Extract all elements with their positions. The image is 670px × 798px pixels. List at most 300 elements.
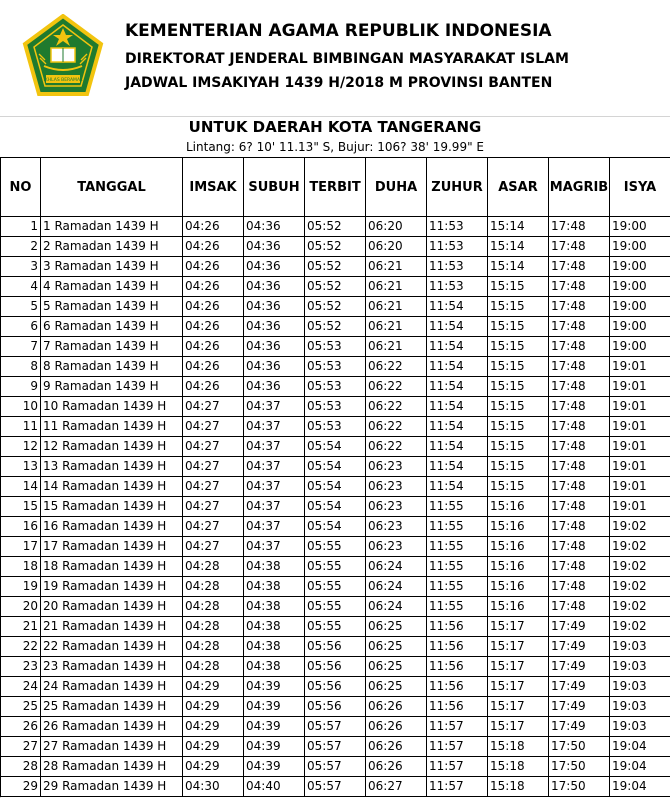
cell-magrib[interactable]: 17:49: [549, 617, 610, 637]
cell-subuh[interactable]: 04:37: [244, 517, 305, 537]
cell-isya[interactable]: 19:01: [610, 457, 670, 477]
cell-duha[interactable]: 06:22: [366, 377, 427, 397]
cell-isya[interactable]: 19:04: [610, 757, 670, 777]
cell-zuhur[interactable]: 11:53: [427, 277, 488, 297]
cell-isya[interactable]: 19:01: [610, 377, 670, 397]
cell-subuh[interactable]: 04:36: [244, 377, 305, 397]
cell-isya[interactable]: 19:03: [610, 637, 670, 657]
cell-duha[interactable]: 06:24: [366, 597, 427, 617]
cell-magrib[interactable]: 17:48: [549, 497, 610, 517]
cell-asar[interactable]: 15:16: [488, 497, 549, 517]
cell-tanggal[interactable]: 14 Ramadan 1439 H: [41, 477, 183, 497]
cell-subuh[interactable]: 04:40: [244, 777, 305, 797]
cell-no[interactable]: 2: [1, 237, 41, 257]
col-header-no[interactable]: NO: [1, 158, 41, 217]
cell-terbit[interactable]: 05:57: [305, 777, 366, 797]
cell-terbit[interactable]: 05:54: [305, 437, 366, 457]
cell-subuh[interactable]: 04:36: [244, 257, 305, 277]
cell-isya[interactable]: 19:01: [610, 417, 670, 437]
cell-duha[interactable]: 06:21: [366, 277, 427, 297]
cell-terbit[interactable]: 05:56: [305, 677, 366, 697]
cell-zuhur[interactable]: 11:56: [427, 657, 488, 677]
cell-no[interactable]: 17: [1, 537, 41, 557]
cell-magrib[interactable]: 17:48: [549, 417, 610, 437]
cell-asar[interactable]: 15:15: [488, 377, 549, 397]
cell-zuhur[interactable]: 11:57: [427, 737, 488, 757]
cell-isya[interactable]: 19:02: [610, 617, 670, 637]
cell-imsak[interactable]: 04:29: [183, 697, 244, 717]
cell-terbit[interactable]: 05:54: [305, 497, 366, 517]
cell-no[interactable]: 3: [1, 257, 41, 277]
cell-imsak[interactable]: 04:26: [183, 237, 244, 257]
cell-no[interactable]: 5: [1, 297, 41, 317]
cell-isya[interactable]: 19:02: [610, 517, 670, 537]
cell-magrib[interactable]: 17:49: [549, 637, 610, 657]
cell-imsak[interactable]: 04:29: [183, 757, 244, 777]
cell-subuh[interactable]: 04:39: [244, 717, 305, 737]
cell-asar[interactable]: 15:15: [488, 457, 549, 477]
cell-tanggal[interactable]: 9 Ramadan 1439 H: [41, 377, 183, 397]
cell-subuh[interactable]: 04:37: [244, 497, 305, 517]
cell-imsak[interactable]: 04:26: [183, 357, 244, 377]
col-header-terbit[interactable]: TERBIT: [305, 158, 366, 217]
cell-subuh[interactable]: 04:38: [244, 577, 305, 597]
cell-subuh[interactable]: 04:37: [244, 417, 305, 437]
cell-magrib[interactable]: 17:50: [549, 737, 610, 757]
cell-magrib[interactable]: 17:49: [549, 657, 610, 677]
cell-isya[interactable]: 19:00: [610, 217, 670, 237]
cell-no[interactable]: 28: [1, 757, 41, 777]
cell-magrib[interactable]: 17:48: [549, 297, 610, 317]
cell-magrib[interactable]: 17:48: [549, 477, 610, 497]
cell-magrib[interactable]: 17:48: [549, 437, 610, 457]
cell-imsak[interactable]: 04:27: [183, 517, 244, 537]
cell-subuh[interactable]: 04:38: [244, 557, 305, 577]
cell-zuhur[interactable]: 11:56: [427, 637, 488, 657]
cell-asar[interactable]: 15:17: [488, 637, 549, 657]
cell-subuh[interactable]: 04:36: [244, 337, 305, 357]
cell-no[interactable]: 27: [1, 737, 41, 757]
cell-terbit[interactable]: 05:52: [305, 317, 366, 337]
cell-tanggal[interactable]: 3 Ramadan 1439 H: [41, 257, 183, 277]
cell-isya[interactable]: 19:02: [610, 577, 670, 597]
cell-tanggal[interactable]: 26 Ramadan 1439 H: [41, 717, 183, 737]
cell-duha[interactable]: 06:26: [366, 737, 427, 757]
cell-magrib[interactable]: 17:50: [549, 777, 610, 797]
cell-subuh[interactable]: 04:36: [244, 357, 305, 377]
cell-terbit[interactable]: 05:55: [305, 617, 366, 637]
cell-asar[interactable]: 15:15: [488, 437, 549, 457]
cell-tanggal[interactable]: 20 Ramadan 1439 H: [41, 597, 183, 617]
cell-terbit[interactable]: 05:53: [305, 397, 366, 417]
cell-imsak[interactable]: 04:28: [183, 617, 244, 637]
cell-asar[interactable]: 15:15: [488, 417, 549, 437]
cell-subuh[interactable]: 04:36: [244, 317, 305, 337]
cell-magrib[interactable]: 17:48: [549, 597, 610, 617]
cell-imsak[interactable]: 04:30: [183, 777, 244, 797]
cell-magrib[interactable]: 17:48: [549, 357, 610, 377]
cell-isya[interactable]: 19:03: [610, 677, 670, 697]
cell-zuhur[interactable]: 11:54: [427, 457, 488, 477]
cell-imsak[interactable]: 04:27: [183, 497, 244, 517]
cell-isya[interactable]: 19:01: [610, 357, 670, 377]
cell-duha[interactable]: 06:20: [366, 237, 427, 257]
cell-no[interactable]: 22: [1, 637, 41, 657]
cell-terbit[interactable]: 05:55: [305, 557, 366, 577]
cell-terbit[interactable]: 05:55: [305, 597, 366, 617]
cell-isya[interactable]: 19:03: [610, 697, 670, 717]
cell-duha[interactable]: 06:23: [366, 517, 427, 537]
col-header-tanggal[interactable]: TANGGAL: [41, 158, 183, 217]
cell-duha[interactable]: 06:22: [366, 357, 427, 377]
col-header-asar[interactable]: ASAR: [488, 158, 549, 217]
cell-terbit[interactable]: 05:53: [305, 357, 366, 377]
cell-asar[interactable]: 15:15: [488, 297, 549, 317]
cell-no[interactable]: 14: [1, 477, 41, 497]
cell-subuh[interactable]: 04:39: [244, 697, 305, 717]
cell-no[interactable]: 4: [1, 277, 41, 297]
cell-zuhur[interactable]: 11:55: [427, 577, 488, 597]
cell-magrib[interactable]: 17:49: [549, 697, 610, 717]
cell-asar[interactable]: 15:15: [488, 397, 549, 417]
cell-tanggal[interactable]: 16 Ramadan 1439 H: [41, 517, 183, 537]
cell-isya[interactable]: 19:03: [610, 717, 670, 737]
cell-zuhur[interactable]: 11:57: [427, 717, 488, 737]
cell-duha[interactable]: 06:25: [366, 637, 427, 657]
cell-asar[interactable]: 15:16: [488, 557, 549, 577]
cell-no[interactable]: 20: [1, 597, 41, 617]
cell-isya[interactable]: 19:01: [610, 497, 670, 517]
cell-terbit[interactable]: 05:52: [305, 297, 366, 317]
cell-terbit[interactable]: 05:57: [305, 717, 366, 737]
cell-asar[interactable]: 15:17: [488, 677, 549, 697]
cell-duha[interactable]: 06:21: [366, 317, 427, 337]
cell-imsak[interactable]: 04:29: [183, 677, 244, 697]
cell-zuhur[interactable]: 11:54: [427, 437, 488, 457]
cell-zuhur[interactable]: 11:56: [427, 677, 488, 697]
cell-imsak[interactable]: 04:28: [183, 637, 244, 657]
cell-duha[interactable]: 06:22: [366, 437, 427, 457]
cell-imsak[interactable]: 04:28: [183, 577, 244, 597]
cell-magrib[interactable]: 17:48: [549, 237, 610, 257]
cell-asar[interactable]: 15:17: [488, 617, 549, 637]
cell-asar[interactable]: 15:16: [488, 577, 549, 597]
col-header-isya[interactable]: ISYA: [610, 158, 670, 217]
cell-tanggal[interactable]: 5 Ramadan 1439 H: [41, 297, 183, 317]
cell-isya[interactable]: 19:00: [610, 277, 670, 297]
cell-no[interactable]: 7: [1, 337, 41, 357]
cell-asar[interactable]: 15:15: [488, 317, 549, 337]
cell-isya[interactable]: 19:04: [610, 737, 670, 757]
cell-subuh[interactable]: 04:39: [244, 737, 305, 757]
cell-no[interactable]: 18: [1, 557, 41, 577]
cell-imsak[interactable]: 04:26: [183, 257, 244, 277]
cell-duha[interactable]: 06:25: [366, 657, 427, 677]
cell-duha[interactable]: 06:20: [366, 217, 427, 237]
cell-isya[interactable]: 19:02: [610, 537, 670, 557]
cell-isya[interactable]: 19:02: [610, 557, 670, 577]
cell-zuhur[interactable]: 11:55: [427, 497, 488, 517]
cell-imsak[interactable]: 04:28: [183, 597, 244, 617]
cell-zuhur[interactable]: 11:54: [427, 297, 488, 317]
cell-tanggal[interactable]: 4 Ramadan 1439 H: [41, 277, 183, 297]
cell-terbit[interactable]: 05:57: [305, 757, 366, 777]
cell-magrib[interactable]: 17:48: [549, 277, 610, 297]
cell-subuh[interactable]: 04:37: [244, 537, 305, 557]
cell-terbit[interactable]: 05:56: [305, 657, 366, 677]
cell-zuhur[interactable]: 11:53: [427, 217, 488, 237]
cell-zuhur[interactable]: 11:56: [427, 617, 488, 637]
cell-subuh[interactable]: 04:39: [244, 757, 305, 777]
cell-duha[interactable]: 06:25: [366, 677, 427, 697]
cell-tanggal[interactable]: 28 Ramadan 1439 H: [41, 757, 183, 777]
cell-tanggal[interactable]: 13 Ramadan 1439 H: [41, 457, 183, 477]
cell-isya[interactable]: 19:02: [610, 597, 670, 617]
cell-tanggal[interactable]: 7 Ramadan 1439 H: [41, 337, 183, 357]
cell-asar[interactable]: 15:17: [488, 697, 549, 717]
cell-zuhur[interactable]: 11:53: [427, 237, 488, 257]
cell-subuh[interactable]: 04:38: [244, 597, 305, 617]
cell-tanggal[interactable]: 10 Ramadan 1439 H: [41, 397, 183, 417]
cell-imsak[interactable]: 04:27: [183, 477, 244, 497]
cell-tanggal[interactable]: 29 Ramadan 1439 H: [41, 777, 183, 797]
cell-tanggal[interactable]: 1 Ramadan 1439 H: [41, 217, 183, 237]
cell-isya[interactable]: 19:00: [610, 297, 670, 317]
cell-imsak[interactable]: 04:27: [183, 537, 244, 557]
cell-imsak[interactable]: 04:27: [183, 417, 244, 437]
cell-asar[interactable]: 15:14: [488, 217, 549, 237]
cell-duha[interactable]: 06:24: [366, 557, 427, 577]
cell-no[interactable]: 24: [1, 677, 41, 697]
cell-no[interactable]: 16: [1, 517, 41, 537]
cell-magrib[interactable]: 17:48: [549, 377, 610, 397]
cell-duha[interactable]: 06:21: [366, 257, 427, 277]
cell-zuhur[interactable]: 11:55: [427, 597, 488, 617]
cell-terbit[interactable]: 05:53: [305, 337, 366, 357]
cell-isya[interactable]: 19:00: [610, 257, 670, 277]
cell-no[interactable]: 15: [1, 497, 41, 517]
cell-duha[interactable]: 06:26: [366, 757, 427, 777]
cell-no[interactable]: 9: [1, 377, 41, 397]
cell-zuhur[interactable]: 11:55: [427, 517, 488, 537]
cell-tanggal[interactable]: 25 Ramadan 1439 H: [41, 697, 183, 717]
cell-isya[interactable]: 19:00: [610, 317, 670, 337]
col-header-zuhur[interactable]: ZUHUR: [427, 158, 488, 217]
cell-asar[interactable]: 15:15: [488, 337, 549, 357]
cell-isya[interactable]: 19:03: [610, 657, 670, 677]
cell-tanggal[interactable]: 24 Ramadan 1439 H: [41, 677, 183, 697]
cell-terbit[interactable]: 05:57: [305, 737, 366, 757]
cell-isya[interactable]: 19:01: [610, 397, 670, 417]
cell-subuh[interactable]: 04:36: [244, 277, 305, 297]
cell-subuh[interactable]: 04:38: [244, 657, 305, 677]
cell-tanggal[interactable]: 22 Ramadan 1439 H: [41, 637, 183, 657]
cell-tanggal[interactable]: 2 Ramadan 1439 H: [41, 237, 183, 257]
cell-magrib[interactable]: 17:48: [549, 257, 610, 277]
cell-imsak[interactable]: 04:26: [183, 217, 244, 237]
cell-magrib[interactable]: 17:49: [549, 717, 610, 737]
cell-no[interactable]: 13: [1, 457, 41, 477]
cell-imsak[interactable]: 04:27: [183, 457, 244, 477]
cell-tanggal[interactable]: 18 Ramadan 1439 H: [41, 557, 183, 577]
cell-no[interactable]: 8: [1, 357, 41, 377]
cell-zuhur[interactable]: 11:54: [427, 337, 488, 357]
cell-subuh[interactable]: 04:36: [244, 297, 305, 317]
cell-asar[interactable]: 15:14: [488, 257, 549, 277]
cell-duha[interactable]: 06:26: [366, 697, 427, 717]
cell-subuh[interactable]: 04:37: [244, 457, 305, 477]
cell-imsak[interactable]: 04:26: [183, 337, 244, 357]
cell-magrib[interactable]: 17:48: [549, 577, 610, 597]
cell-magrib[interactable]: 17:48: [549, 337, 610, 357]
cell-no[interactable]: 12: [1, 437, 41, 457]
cell-terbit[interactable]: 05:55: [305, 577, 366, 597]
cell-asar[interactable]: 15:16: [488, 517, 549, 537]
cell-zuhur[interactable]: 11:54: [427, 417, 488, 437]
cell-terbit[interactable]: 05:54: [305, 477, 366, 497]
cell-no[interactable]: 10: [1, 397, 41, 417]
cell-zuhur[interactable]: 11:53: [427, 257, 488, 277]
cell-zuhur[interactable]: 11:54: [427, 377, 488, 397]
cell-subuh[interactable]: 04:37: [244, 397, 305, 417]
cell-isya[interactable]: 19:01: [610, 437, 670, 457]
cell-magrib[interactable]: 17:48: [549, 517, 610, 537]
cell-asar[interactable]: 15:18: [488, 757, 549, 777]
cell-no[interactable]: 26: [1, 717, 41, 737]
cell-no[interactable]: 19: [1, 577, 41, 597]
cell-duha[interactable]: 06:21: [366, 297, 427, 317]
cell-subuh[interactable]: 04:38: [244, 617, 305, 637]
cell-subuh[interactable]: 04:36: [244, 237, 305, 257]
cell-imsak[interactable]: 04:29: [183, 737, 244, 757]
cell-terbit[interactable]: 05:55: [305, 537, 366, 557]
cell-subuh[interactable]: 04:36: [244, 217, 305, 237]
cell-duha[interactable]: 06:23: [366, 457, 427, 477]
cell-magrib[interactable]: 17:48: [549, 217, 610, 237]
cell-asar[interactable]: 15:17: [488, 717, 549, 737]
cell-terbit[interactable]: 05:53: [305, 417, 366, 437]
cell-imsak[interactable]: 04:26: [183, 297, 244, 317]
cell-tanggal[interactable]: 19 Ramadan 1439 H: [41, 577, 183, 597]
cell-subuh[interactable]: 04:38: [244, 637, 305, 657]
col-header-magrib[interactable]: MAGRIB: [549, 158, 610, 217]
cell-imsak[interactable]: 04:29: [183, 717, 244, 737]
cell-magrib[interactable]: 17:48: [549, 397, 610, 417]
cell-zuhur[interactable]: 11:54: [427, 477, 488, 497]
cell-tanggal[interactable]: 12 Ramadan 1439 H: [41, 437, 183, 457]
cell-isya[interactable]: 19:00: [610, 337, 670, 357]
cell-zuhur[interactable]: 11:57: [427, 757, 488, 777]
cell-asar[interactable]: 15:18: [488, 777, 549, 797]
cell-isya[interactable]: 19:04: [610, 777, 670, 797]
cell-magrib[interactable]: 17:50: [549, 757, 610, 777]
cell-isya[interactable]: 19:00: [610, 237, 670, 257]
cell-subuh[interactable]: 04:37: [244, 477, 305, 497]
cell-terbit[interactable]: 05:52: [305, 257, 366, 277]
cell-no[interactable]: 21: [1, 617, 41, 637]
cell-zuhur[interactable]: 11:56: [427, 697, 488, 717]
cell-imsak[interactable]: 04:26: [183, 277, 244, 297]
cell-duha[interactable]: 06:26: [366, 717, 427, 737]
cell-tanggal[interactable]: 15 Ramadan 1439 H: [41, 497, 183, 517]
cell-terbit[interactable]: 05:54: [305, 517, 366, 537]
cell-tanggal[interactable]: 23 Ramadan 1439 H: [41, 657, 183, 677]
cell-terbit[interactable]: 05:52: [305, 277, 366, 297]
cell-imsak[interactable]: 04:26: [183, 317, 244, 337]
cell-magrib[interactable]: 17:48: [549, 537, 610, 557]
cell-magrib[interactable]: 17:48: [549, 557, 610, 577]
cell-asar[interactable]: 15:15: [488, 477, 549, 497]
cell-duha[interactable]: 06:23: [366, 477, 427, 497]
cell-duha[interactable]: 06:27: [366, 777, 427, 797]
cell-duha[interactable]: 06:25: [366, 617, 427, 637]
cell-tanggal[interactable]: 27 Ramadan 1439 H: [41, 737, 183, 757]
cell-zuhur[interactable]: 11:55: [427, 537, 488, 557]
col-header-imsak[interactable]: IMSAK: [183, 158, 244, 217]
cell-tanggal[interactable]: 21 Ramadan 1439 H: [41, 617, 183, 637]
cell-duha[interactable]: 06:23: [366, 497, 427, 517]
cell-asar[interactable]: 15:14: [488, 237, 549, 257]
cell-subuh[interactable]: 04:39: [244, 677, 305, 697]
cell-tanggal[interactable]: 8 Ramadan 1439 H: [41, 357, 183, 377]
cell-imsak[interactable]: 04:26: [183, 377, 244, 397]
cell-no[interactable]: 6: [1, 317, 41, 337]
cell-imsak[interactable]: 04:27: [183, 397, 244, 417]
cell-terbit[interactable]: 05:52: [305, 237, 366, 257]
col-header-duha[interactable]: DUHA: [366, 158, 427, 217]
cell-imsak[interactable]: 04:27: [183, 437, 244, 457]
cell-terbit[interactable]: 05:54: [305, 457, 366, 477]
cell-terbit[interactable]: 05:56: [305, 637, 366, 657]
cell-asar[interactable]: 15:15: [488, 357, 549, 377]
cell-no[interactable]: 25: [1, 697, 41, 717]
cell-asar[interactable]: 15:15: [488, 277, 549, 297]
cell-no[interactable]: 11: [1, 417, 41, 437]
cell-tanggal[interactable]: 11 Ramadan 1439 H: [41, 417, 183, 437]
cell-terbit[interactable]: 05:53: [305, 377, 366, 397]
cell-terbit[interactable]: 05:56: [305, 697, 366, 717]
cell-duha[interactable]: 06:22: [366, 397, 427, 417]
cell-zuhur[interactable]: 11:54: [427, 317, 488, 337]
cell-isya[interactable]: 19:01: [610, 477, 670, 497]
cell-zuhur[interactable]: 11:57: [427, 777, 488, 797]
cell-imsak[interactable]: 04:28: [183, 557, 244, 577]
cell-tanggal[interactable]: 17 Ramadan 1439 H: [41, 537, 183, 557]
cell-magrib[interactable]: 17:48: [549, 457, 610, 477]
cell-imsak[interactable]: 04:28: [183, 657, 244, 677]
cell-asar[interactable]: 15:17: [488, 657, 549, 677]
cell-no[interactable]: 1: [1, 217, 41, 237]
cell-asar[interactable]: 15:16: [488, 597, 549, 617]
cell-tanggal[interactable]: 6 Ramadan 1439 H: [41, 317, 183, 337]
cell-zuhur[interactable]: 11:54: [427, 357, 488, 377]
col-header-subuh[interactable]: SUBUH: [244, 158, 305, 217]
cell-subuh[interactable]: 04:37: [244, 437, 305, 457]
cell-zuhur[interactable]: 11:55: [427, 557, 488, 577]
cell-magrib[interactable]: 17:48: [549, 317, 610, 337]
cell-no[interactable]: 29: [1, 777, 41, 797]
cell-asar[interactable]: 15:16: [488, 537, 549, 557]
cell-magrib[interactable]: 17:49: [549, 677, 610, 697]
cell-zuhur[interactable]: 11:54: [427, 397, 488, 417]
cell-duha[interactable]: 06:24: [366, 577, 427, 597]
cell-terbit[interactable]: 05:52: [305, 217, 366, 237]
cell-duha[interactable]: 06:22: [366, 417, 427, 437]
cell-duha[interactable]: 06:23: [366, 537, 427, 557]
cell-no[interactable]: 23: [1, 657, 41, 677]
cell-asar[interactable]: 15:18: [488, 737, 549, 757]
cell-duha[interactable]: 06:21: [366, 337, 427, 357]
